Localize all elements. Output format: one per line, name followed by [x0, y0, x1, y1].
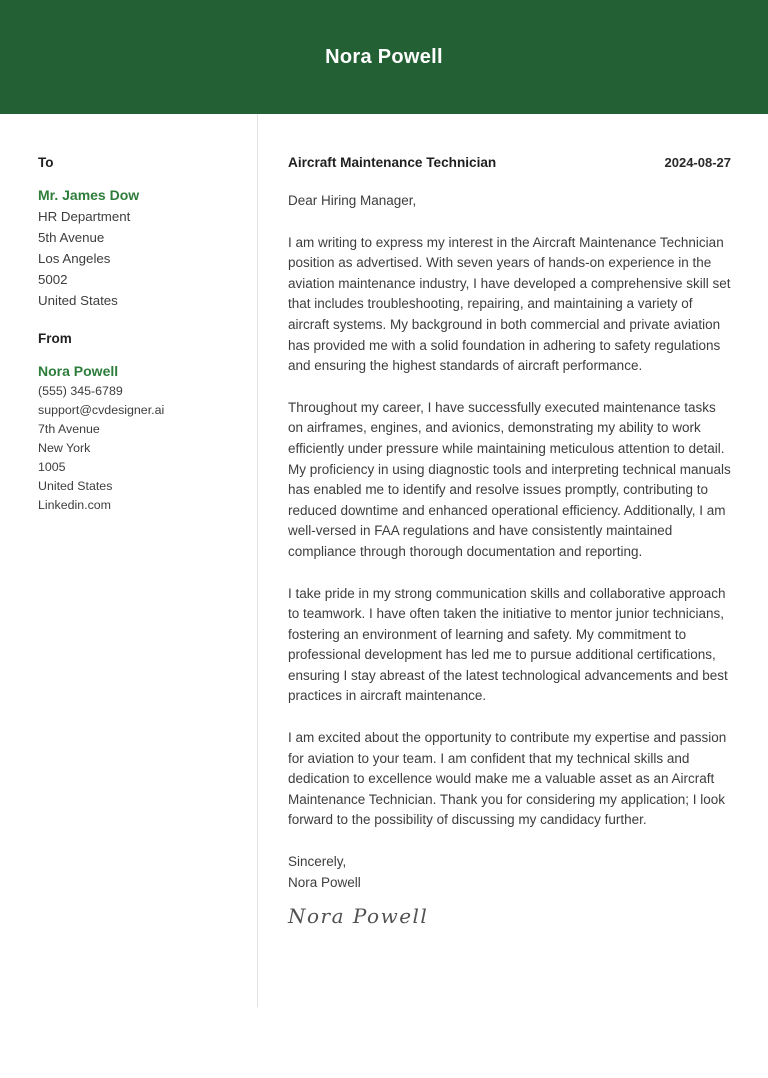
to-address-line: HR Department [38, 209, 131, 224]
letter-paragraph: I take pride in my strong communication skills and collaborative approach to teamwork. I have often taken the initiative to mentor junior technicians, fostering an environment of learning and safety. My commitment to professional development has led me to pursue additional certifications, ensuring I stay abreast of the latest technological advancements and best practices in aircraft maintenance. [288, 585, 728, 704]
job-title: Aircraft Maintenance Technician [288, 155, 497, 170]
header-name: Nora Powell [325, 45, 443, 68]
signature-script: Nora Powell [288, 904, 429, 929]
sender-contact [38, 382, 239, 515]
salutation: Dear Hiring Manager, [288, 193, 417, 208]
letter-body [258, 114, 768, 1007]
letter-paragraph: I am writing to express my interest in the Aircraft Maintenance Technician position as advertised. With seven years of hands-on experience in the aviation maintenance industry, I have developed a comprehensive skill set that includes troubleshooting, repairing, and maintaining a variety of aircraft systems. My background in both commercial and private aviation has provided me with a solid foundation in adhering to safety regulations and ensuring the highest standards of aircraft performance. [288, 234, 731, 374]
letter-date: 2024-08-27 [664, 155, 731, 170]
header-banner [0, 0, 768, 114]
letter-paragraph: Throughout my career, I have successfully executed maintenance tasks on airframes, engines, and avionics, demonstrating my ability to work efficiently under pressure while maintaining meticulous attention to detail. My proficiency in using diagnostic tools and interpreting technical manuals has enabled me to identify and resolve issues promptly, contributing to reduced downtime and enhanced operational efficiency. Additionally, I am well-versed in FAA regulations and have consistently maintained compliance through thorough documentation and reporting. [288, 399, 731, 559]
recipient-address [38, 206, 239, 311]
to-section [38, 155, 239, 311]
letter-title-row [288, 155, 731, 170]
sidebar [0, 114, 258, 1007]
from-address-line: United States [38, 479, 113, 493]
from-address-line: 7th Avenue [38, 422, 100, 436]
from-address-line: New York [38, 441, 91, 455]
sender-linkedin: Linkedin.com [38, 498, 112, 512]
content-area [0, 114, 768, 1007]
from-label: From [38, 331, 72, 346]
to-address-line: 5002 [38, 272, 68, 287]
to-address-line: 5th Avenue [38, 230, 105, 245]
recipient-name: Mr. James Dow [38, 187, 140, 203]
to-address-line: Los Angeles [38, 251, 111, 266]
closing-block [288, 852, 731, 893]
from-address-line: 1005 [38, 460, 66, 474]
to-address-line: United States [38, 293, 118, 308]
to-label: To [38, 155, 54, 170]
sender-email: support@cvdesigner.ai [38, 403, 165, 417]
valediction: Sincerely, [288, 854, 347, 870]
sender-name: Nora Powell [38, 363, 119, 379]
from-section [38, 331, 239, 515]
closing-name: Nora Powell [288, 874, 361, 890]
letter-paragraph: I am excited about the opportunity to contribute my expertise and passion for aviation to your team. I am confident that my technical skills and dedication to excellence would make me a valuable asset as an Aircraft Maintenance Technician. Thank you for considering my application; I look forward to the possibility of discussing my candidacy further. [288, 730, 727, 828]
sender-phone: (555) 345-6789 [38, 384, 123, 398]
